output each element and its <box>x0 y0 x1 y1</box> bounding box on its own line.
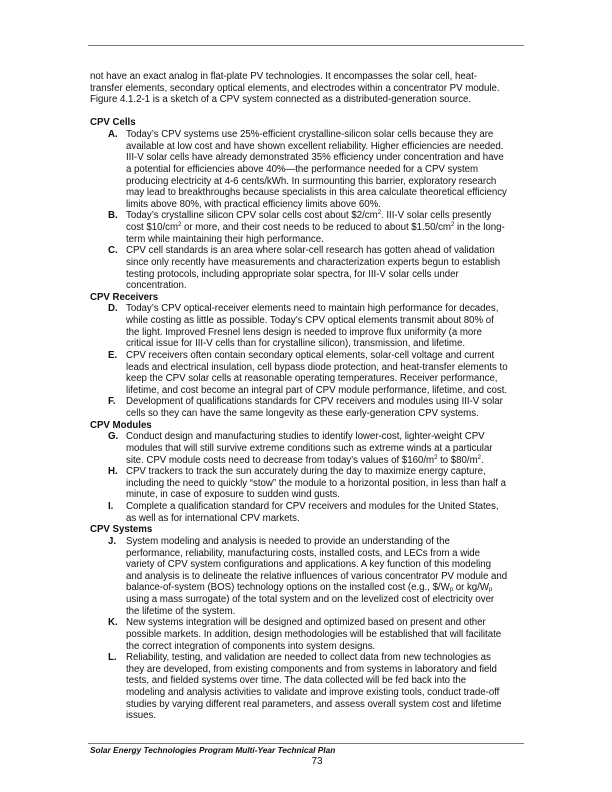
text-line: CPV cell standards is an area where solar-cell research has gotten ahead of validation <box>126 245 495 257</box>
list-item-k <box>90 617 530 652</box>
text-line: critical issue for III-V cells than for crystalline silicon), transmission, and lifetime. <box>126 338 466 350</box>
text-segment: Today’s crystalline silicon CPV solar cells cost about $2/cm <box>126 210 378 222</box>
text-line: III-V solar cells have already demonstrated 35% efficiency under concentration and have <box>126 152 504 164</box>
footer-rule <box>88 743 524 744</box>
text-line: keep the CPV solar cells at reasonable operating temperatures. Receiver performance, <box>126 373 498 385</box>
text-line: concentration. <box>126 280 187 292</box>
item-text <box>126 617 530 652</box>
text-segment: performance, reliability, manufacturing costs, installed costs, and LECs from a wide <box>126 547 481 559</box>
section-heading: CPV Systems <box>90 524 153 536</box>
list-item-f <box>90 396 530 419</box>
item-label: A. <box>108 129 118 141</box>
superscript: 2 <box>178 222 182 229</box>
text-line: minute, in case of exposure to sudden wind gusts. <box>126 489 340 501</box>
text-segment: variety of CPV system configurations and applications. A key function of this modeling <box>126 559 491 571</box>
text-segment: site. CPV module costs need to decrease from today’s values of $160/m <box>126 454 435 466</box>
text-line: possible markets. In addition, design methodologies will be established that will facilitate <box>126 628 502 640</box>
section-cpv-receivers <box>90 292 530 420</box>
text-line: the correct integration of components into system designs. <box>126 640 376 652</box>
item-text <box>126 652 530 722</box>
item-text <box>126 501 530 524</box>
text-segment: modules that will still survive extreme conditions such as extreme winds at a particular <box>126 442 493 454</box>
superscript: 2 <box>477 454 481 461</box>
text-segment: or more, and their cost needs to be reduced to about $1.50/cm <box>181 222 451 234</box>
section-cpv-systems <box>90 524 530 722</box>
page-number: 73 <box>311 756 323 767</box>
list-item-g <box>90 431 530 466</box>
text-segment: Conduct design and manufacturing studies to identify lower-cost, lighter-weight CPV <box>126 431 485 443</box>
item-text <box>126 303 530 350</box>
text-line: studies by varying different real parameters, and assess overall system cost and lifetime <box>126 698 502 710</box>
item-text <box>126 466 530 501</box>
list-item-e <box>90 350 530 397</box>
text-line: producing electricity at 4-6 cents/kWh. In surmounting this barrier, exploratory research <box>126 175 497 187</box>
item-label: B. <box>108 210 118 222</box>
text-segment: and analysis is to delineate the relative influences of various concentrator PV module and <box>126 570 508 582</box>
item-label: H. <box>108 466 118 478</box>
section-heading: CPV Receivers <box>90 291 159 303</box>
text-line: lifetime, and cost become an integral part of CPV module performance, lifetime, and cost. <box>126 384 508 396</box>
text-line: CPV trackers to track the sun accurately during the day to maximize energy capture, <box>126 466 486 478</box>
item-label: C. <box>108 245 118 257</box>
item-text <box>126 536 530 617</box>
text-line: limits above 80%, with practical efficiency limits above 60%. <box>126 198 381 210</box>
list-item-a <box>90 129 530 210</box>
item-label: D. <box>108 303 118 315</box>
text-line: issues. <box>126 710 157 722</box>
text-line: testing protocols, including appropriate solar spectra, for III-V solar cells under <box>126 268 459 280</box>
item-label: J. <box>108 535 117 547</box>
item-label: F. <box>108 396 116 408</box>
text-line: Complete a qualification standard for CPV receivers and modules for the United States, <box>126 501 499 513</box>
text-segment: balance-of-system (BOS) technology options on the installed cost (e.g., $/W <box>126 582 450 594</box>
text-segment: to $80/m <box>437 454 478 466</box>
text-line: Development of qualifications standards for CPV receivers and modules using III-V solar <box>126 396 503 408</box>
text-line: as well as for international CPV markets. <box>126 512 300 524</box>
page-body <box>90 71 530 722</box>
section-cpv-modules <box>90 420 530 525</box>
text-line: may lead to breakthroughs because specialists in this area calculate theoretical efficiency <box>126 187 507 199</box>
subscript: p <box>488 587 493 594</box>
list-item-c <box>90 245 530 292</box>
item-label: I. <box>108 501 114 513</box>
text-segment: term while maintaining their high performance. <box>126 233 324 245</box>
text-segment: or kg/W <box>453 582 489 594</box>
text-line: modeling and analysis activities to validate and improve existing tools, conduct trade-off <box>126 687 500 699</box>
text-line: available at low cost and have shown excellent reliability. Higher efficiencies are needed. <box>126 140 504 152</box>
text-segment: in the long- <box>454 222 505 234</box>
footer-title: Solar Energy Technologies Program Multi-Year Technical Plan <box>90 745 336 755</box>
intro-line: not have an exact analog in flat-plate PV technologies. It encompasses the solar cell, heat- <box>90 71 477 82</box>
list-item-l <box>90 652 530 722</box>
text-line: Today’s CPV systems use 25%-efficient crystalline-silicon solar cells because they are <box>126 129 494 141</box>
item-label: L. <box>108 652 117 664</box>
intro-line: Figure 4.1.2-1 is a sketch of a CPV system connected as a distributed-generation source. <box>90 94 472 106</box>
text-line: cells so they can have the same longevity as these early-generation CPV systems. <box>126 408 479 420</box>
item-label: G. <box>108 431 119 443</box>
superscript: 2 <box>434 454 438 461</box>
text-line: Today’s CPV optical-receiver elements need to maintain high performance for decades, <box>126 303 499 315</box>
intro-line: transfer elements, secondary optical elements, and electrodes within a concentrator PV module. <box>90 82 500 94</box>
superscript: 2 <box>450 222 455 229</box>
text-line: New systems integration will be designed and optimized based on present and other <box>126 617 486 629</box>
text-line: tests, and fielded systems over time. The data collected will be fed back into the <box>126 675 467 687</box>
list-item-d <box>90 303 530 350</box>
text-line: CPV receivers often contain secondary optical elements, solar-cell voltage and current <box>126 349 495 361</box>
item-text <box>126 245 530 292</box>
item-text <box>126 396 530 419</box>
item-text <box>126 210 530 245</box>
item-text <box>126 350 530 397</box>
item-text <box>126 129 530 210</box>
header-rule <box>88 45 524 46</box>
superscript: 2 <box>377 210 382 217</box>
intro-paragraph <box>90 71 530 106</box>
text-segment: cost $10/cm <box>126 222 179 234</box>
list-item-i <box>90 501 530 524</box>
text-line: since only recently have measurements and characterization experts begun to establish <box>126 256 501 268</box>
text-line: the light. Improved Fresnel lens design is needed to improve flux uniformity (a more <box>126 326 482 338</box>
section-cpv-cells <box>90 117 530 291</box>
text-line: Reliability, testing, and validation are needed to collect data from new technologies as <box>126 652 491 664</box>
text-line: including the need to quickly “stow” the module to a horizontal position, in less than half a <box>126 477 506 489</box>
text-segment: System modeling and analysis is needed to provide an understanding of the <box>126 535 450 547</box>
text-line: they are developed, from existing components and from systems in laboratory and field <box>126 663 497 675</box>
text-line: leads and electrical insulation, cell bypass diode protection, and heat-transfer elements to <box>126 361 508 373</box>
text-segment: using a mass surrogate) of the total system and on the levelized cost of electricity over <box>126 594 495 606</box>
item-text <box>126 431 530 466</box>
item-label: K. <box>108 617 118 629</box>
list-item-j <box>90 536 530 617</box>
text-line: while costing as little as possible. Today’s CPV optical elements transmit about 80% of <box>126 315 494 327</box>
section-heading: CPV Cells <box>90 117 136 129</box>
item-label: E. <box>108 349 118 361</box>
subscript: p <box>449 587 454 594</box>
text-line: a potential for efficiencies above 40%—the performance needed for a CPV system <box>126 163 479 175</box>
list-item-h <box>90 466 530 501</box>
section-heading: CPV Modules <box>90 419 152 431</box>
text-segment: . III-V solar cells presently <box>381 210 492 222</box>
text-segment: the lifetime of the system. <box>126 605 236 617</box>
list-item-b <box>90 210 530 245</box>
text-segment: . <box>480 454 484 466</box>
